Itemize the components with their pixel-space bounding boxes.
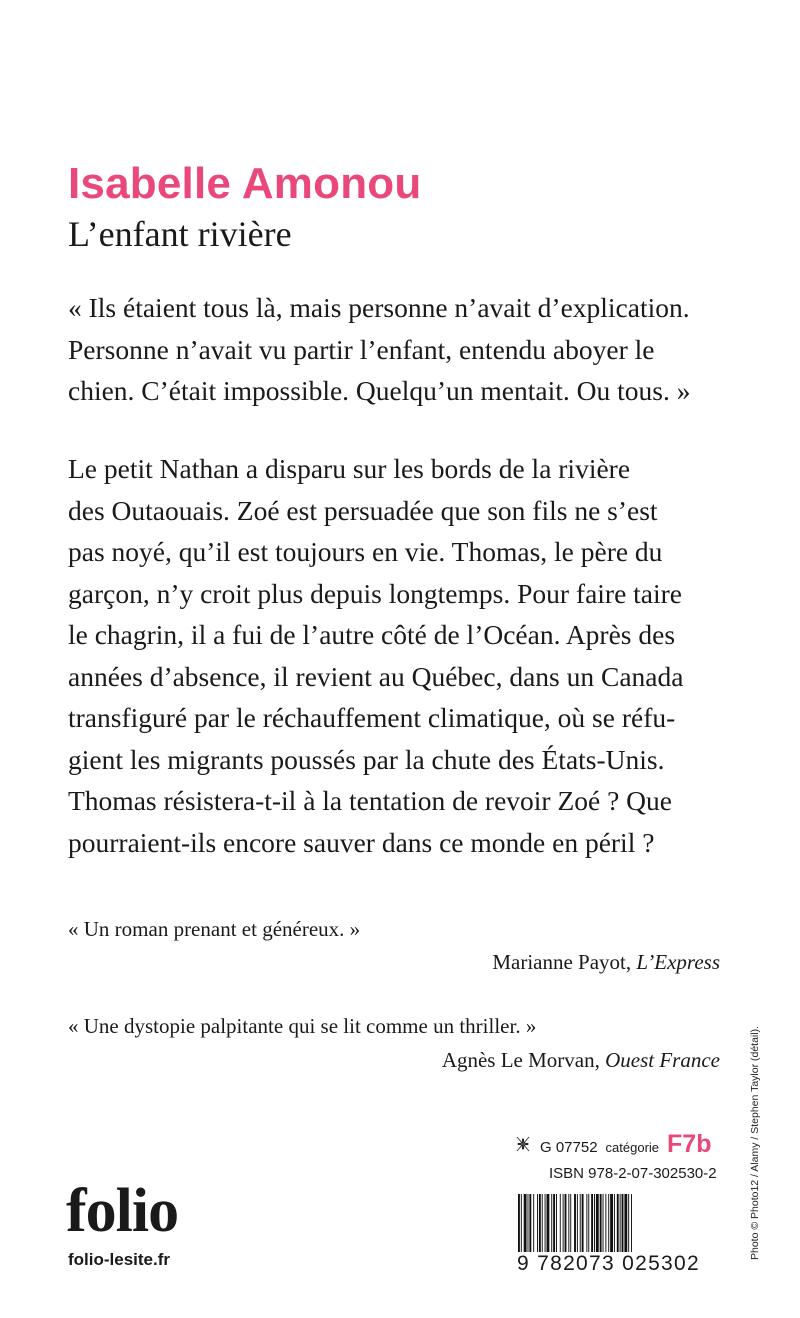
review-credit-1 bbox=[68, 946, 720, 978]
blurb-line: Thomas résistera-t-il à la tentation de revoir Zoé ? Que bbox=[68, 785, 672, 816]
photo-credit: Photo © Photo12 / Alamy / Stephen Taylor (détail). bbox=[749, 1025, 761, 1260]
review-credit-2 bbox=[68, 1044, 720, 1076]
book-title: L’enfant rivière bbox=[68, 214, 292, 254]
quote-line: Personne n’avait vu partir l’enfant, entendu aboyer le bbox=[68, 333, 655, 365]
review-author: Agnès Le Morvan, bbox=[441, 1048, 606, 1072]
folio-logo: folio bbox=[66, 1177, 179, 1245]
blurb-text bbox=[68, 448, 720, 863]
opening-quote bbox=[68, 287, 720, 412]
review-author: Marianne Payot, bbox=[492, 950, 637, 974]
review-source: L’Express bbox=[636, 950, 720, 974]
flower-icon bbox=[514, 1136, 532, 1152]
category-label: catégorie bbox=[605, 1140, 660, 1155]
author-name: Isabelle Amonou bbox=[68, 159, 422, 208]
blurb-line: Le petit Nathan a disparu sur les bords de la rivière bbox=[68, 453, 631, 484]
blurb-line: garçon, n’y croit plus depuis longtemps. Pour faire taire bbox=[68, 577, 683, 609]
review-source: Ouest France bbox=[605, 1048, 720, 1072]
blurb-line: pas noyé, qu’il est toujours en vie. Thomas, le père du bbox=[68, 536, 663, 567]
review-quote-2: « Une dystopie palpitante qui se lit comme un thriller. » bbox=[68, 1014, 537, 1038]
review-quote-1: « Un roman prenant et généreux. » bbox=[68, 917, 361, 941]
quote-line: chien. C’était impossible. Quelqu’un mentait. Ou tous. » bbox=[68, 375, 691, 406]
catalog-code-row bbox=[514, 1132, 711, 1156]
blurb-line: transfiguré par le réchauffement climatique, où se réfu- bbox=[68, 702, 676, 733]
blurb-line: pourraient-ils encore sauver dans ce monde en péril ? bbox=[68, 826, 655, 858]
quote-line: « Ils étaient tous là, mais personne n’avait d’explication. bbox=[68, 292, 690, 323]
barcode-digits: 9 782073 025302 bbox=[517, 1252, 717, 1276]
isbn: ISBN 978-2-07-302530-2 bbox=[549, 1165, 717, 1182]
blurb-line: des Outaouais. Zoé est persuadée que son fils ne s’est bbox=[68, 494, 658, 526]
catalog-code: G 07752 bbox=[540, 1139, 598, 1156]
blurb-line: le chagrin, il a fui de l’autre côté de l’Océan. Après des bbox=[68, 619, 676, 650]
publisher-website: folio-lesite.fr bbox=[68, 1250, 171, 1269]
blurb-line: gient les migrants poussés par la chute des États-Unis. bbox=[68, 743, 665, 775]
category-code: F7b bbox=[667, 1130, 712, 1158]
blurb-line: années d’absence, il revient au Québec, dans un Canada bbox=[68, 660, 684, 692]
